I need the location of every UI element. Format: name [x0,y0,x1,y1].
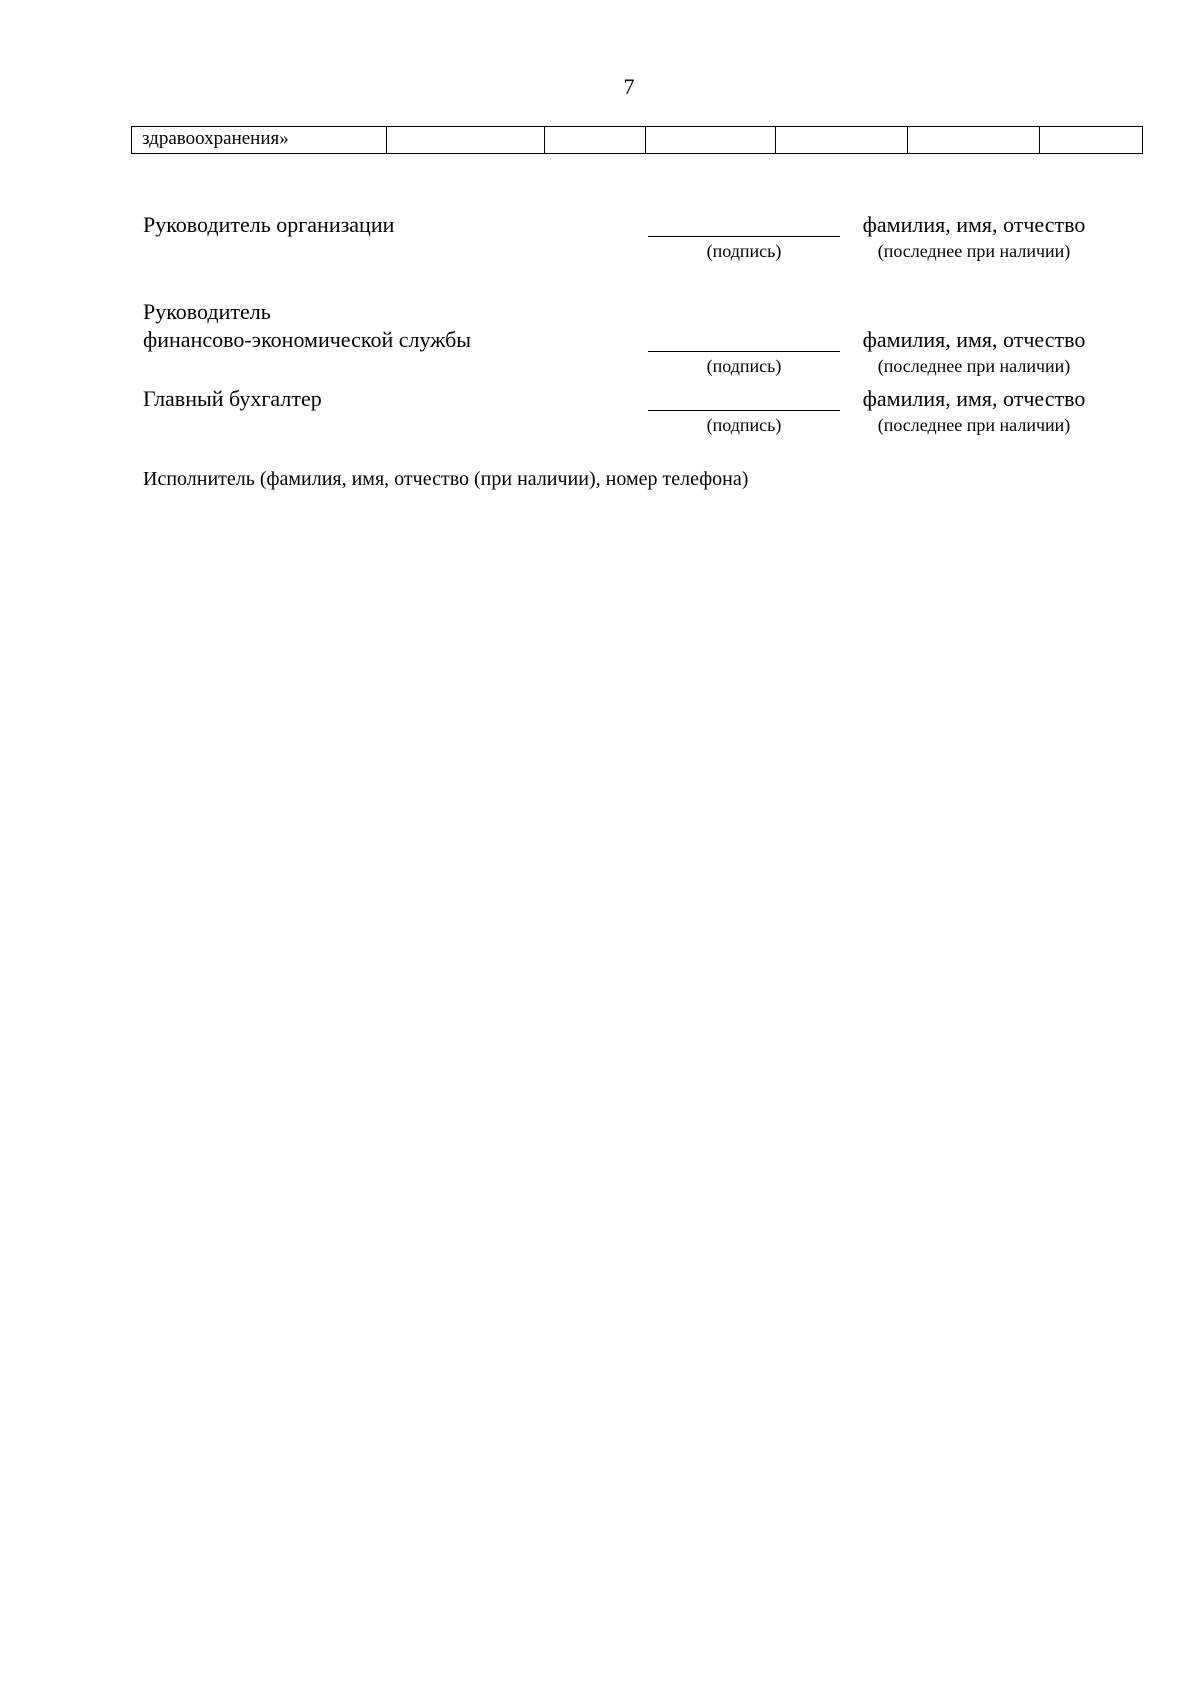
finance-head-name-caption: (последнее при наличии) [877,356,1071,376]
head-name-caption: (последнее при наличии) [877,241,1071,261]
chief-accountant-name-caption: (последнее при наличии) [877,415,1071,435]
table-fragment [131,126,1143,154]
head-name: фамилия, имя, отчество [862,212,1086,237]
chief-accountant-name: фамилия, имя, отчество [862,386,1086,411]
table-cell [776,127,908,154]
table-cell [1040,127,1143,154]
page-number: 7 [623,74,635,99]
table-cell [387,127,545,154]
head-signature-caption: (подпись) [706,241,782,261]
table-cell [545,127,646,154]
finance-head-signature-caption: (подпись) [706,356,782,376]
table-cell: здравоохранения» [132,127,387,154]
chief-accountant-signature-caption: (подпись) [706,415,782,435]
head-label: Руководитель организации [143,212,395,237]
table-cell [908,127,1040,154]
chief-accountant-signature-line [648,410,840,411]
table-cell [646,127,776,154]
data-table [131,126,1143,154]
table-row [132,127,1143,154]
head-signature-line [648,236,840,237]
finance-head-signature-line [648,351,840,352]
finance-head-name: фамилия, имя, отчество [862,327,1086,352]
executor-line: Исполнитель (фамилия, имя, отчество (при наличии), номер телефона) [143,468,749,490]
finance-head-label-line1: Руководитель [143,299,271,324]
finance-head-label-line2: финансово-экономической службы [143,327,472,352]
chief-accountant-label: Главный бухгалтер [143,386,322,411]
